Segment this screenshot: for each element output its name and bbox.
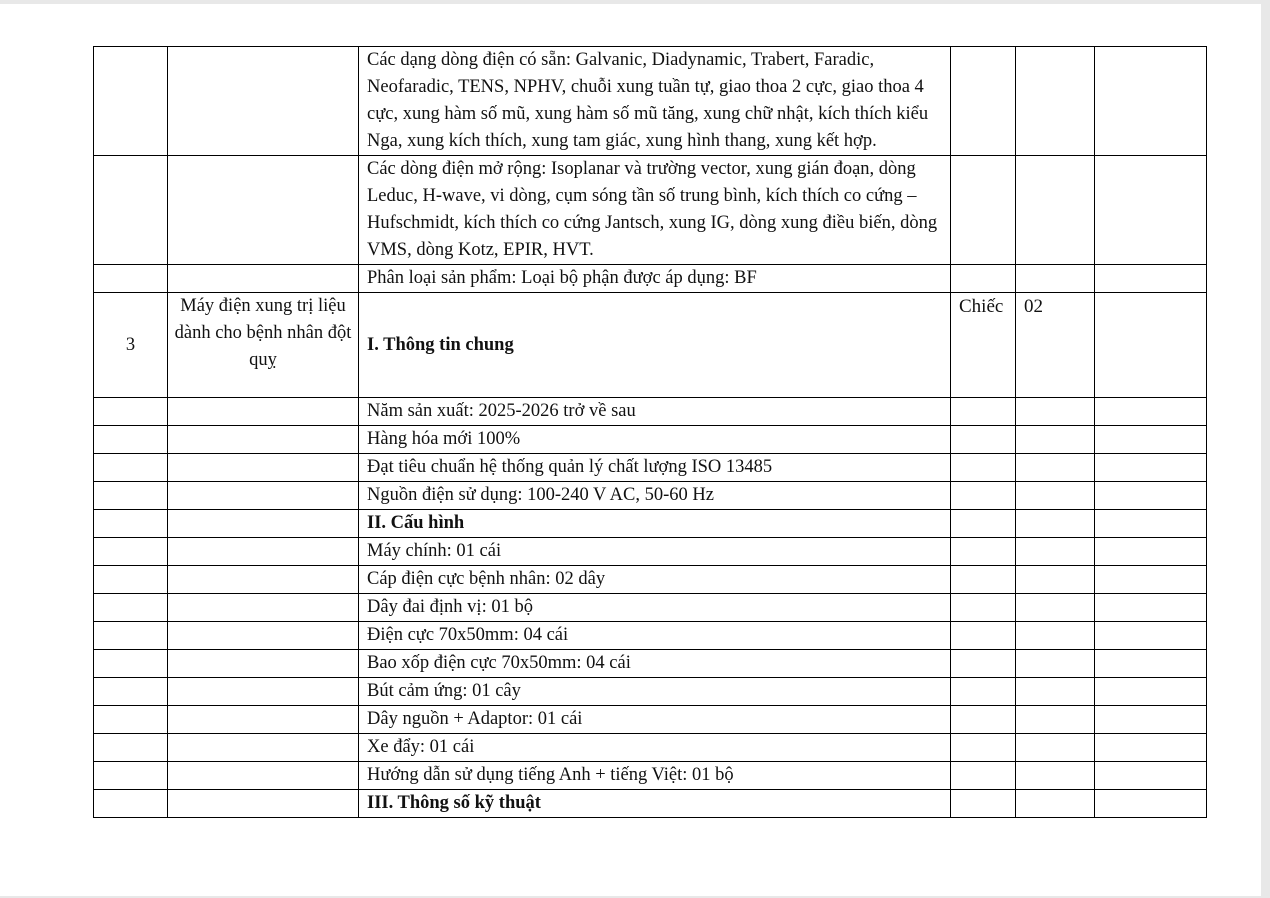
name-cell xyxy=(168,426,359,454)
unit-cell xyxy=(951,156,1016,265)
name-cell xyxy=(168,762,359,790)
description-cell: Các dòng điện mở rộng: Isoplanar và trường vector, xung gián đoạn, dòng Leduc, H-wave, vi dòng, cụm sóng tần số trung bình, kích thích co cứng – Hufschmidt, kích thích co cứng Jantsch, xung IG, dòng xung điều biến, dòng VMS, dòng Kotz, EPIR, HVT. xyxy=(359,156,951,265)
note-cell xyxy=(1095,156,1207,265)
stt-cell xyxy=(94,622,168,650)
stt-cell xyxy=(94,678,168,706)
stt-cell xyxy=(94,566,168,594)
section-heading: III. Thông số kỹ thuật xyxy=(359,790,951,818)
stt-cell xyxy=(94,398,168,426)
description-cell: Hướng dẫn sử dụng tiếng Anh + tiếng Việt: 01 bộ xyxy=(359,762,951,790)
note-cell xyxy=(1095,734,1207,762)
table-row xyxy=(94,650,1207,678)
stt-cell xyxy=(94,650,168,678)
name-cell xyxy=(168,454,359,482)
stt-cell xyxy=(94,47,168,156)
qty-cell xyxy=(1016,594,1095,622)
unit-cell xyxy=(951,594,1016,622)
unit-cell xyxy=(951,734,1016,762)
stt-cell xyxy=(94,265,168,293)
note-cell xyxy=(1095,398,1207,426)
qty-cell xyxy=(1016,678,1095,706)
note-cell xyxy=(1095,426,1207,454)
qty-cell xyxy=(1016,482,1095,510)
table-row xyxy=(94,398,1207,426)
name-cell xyxy=(168,650,359,678)
qty-cell xyxy=(1016,650,1095,678)
stt-cell xyxy=(94,426,168,454)
description-cell: Điện cực 70x50mm: 04 cái xyxy=(359,622,951,650)
qty-cell xyxy=(1016,538,1095,566)
name-cell xyxy=(168,510,359,538)
unit-cell xyxy=(951,790,1016,818)
description-cell: Bút cảm ứng: 01 cây xyxy=(359,678,951,706)
stt-cell xyxy=(94,706,168,734)
table-row xyxy=(94,265,1207,293)
qty-cell xyxy=(1016,790,1095,818)
table-body xyxy=(94,47,1207,818)
note-cell xyxy=(1095,265,1207,293)
name-cell xyxy=(168,734,359,762)
qty-cell xyxy=(1016,566,1095,594)
product-name-cell: Máy điện xung trị liệu dành cho bệnh nhân đột quỵ xyxy=(168,293,359,398)
description-cell: Các dạng dòng điện có sẵn: Galvanic, Diadynamic, Trabert, Faradic, Neofaradic, TENS, NPHV, chuỗi xung tuần tự, giao thoa 2 cực, giao thoa 4 cực, xung hàm số mũ, xung hàm số mũ tăng, xung chữ nhật, kích thích kiểu Nga, xung kích thích, xung tam giác, xung hình thang, xung kết hợp. xyxy=(359,47,951,156)
note-cell xyxy=(1095,566,1207,594)
qty-cell xyxy=(1016,156,1095,265)
table-row xyxy=(94,510,1207,538)
name-cell xyxy=(168,678,359,706)
note-cell xyxy=(1095,47,1207,156)
unit-cell xyxy=(951,482,1016,510)
unit-cell xyxy=(951,678,1016,706)
unit-cell xyxy=(951,454,1016,482)
note-cell xyxy=(1095,538,1207,566)
note-cell xyxy=(1095,706,1207,734)
table-row xyxy=(94,762,1207,790)
table-row xyxy=(94,454,1207,482)
table-row xyxy=(94,47,1207,156)
unit-cell xyxy=(951,706,1016,734)
description-cell: Cáp điện cực bệnh nhân: 02 dây xyxy=(359,566,951,594)
section-heading: I. Thông tin chung xyxy=(359,293,951,398)
description-cell: Bao xốp điện cực 70x50mm: 04 cái xyxy=(359,650,951,678)
stt-cell xyxy=(94,538,168,566)
stt-cell xyxy=(94,482,168,510)
description-cell: Máy chính: 01 cái xyxy=(359,538,951,566)
name-cell xyxy=(168,47,359,156)
note-cell xyxy=(1095,622,1207,650)
table-row xyxy=(94,734,1207,762)
document-page xyxy=(0,4,1261,896)
qty-cell xyxy=(1016,265,1095,293)
unit-cell xyxy=(951,566,1016,594)
unit-cell xyxy=(951,510,1016,538)
description-cell: Nguồn điện sử dụng: 100-240 V AC, 50-60 Hz xyxy=(359,482,951,510)
note-cell xyxy=(1095,678,1207,706)
qty-cell: 02 xyxy=(1016,293,1095,398)
note-cell xyxy=(1095,510,1207,538)
note-cell xyxy=(1095,790,1207,818)
table-row xyxy=(94,622,1207,650)
stt-cell xyxy=(94,734,168,762)
table-row xyxy=(94,538,1207,566)
description-cell: Hàng hóa mới 100% xyxy=(359,426,951,454)
name-cell xyxy=(168,265,359,293)
name-cell xyxy=(168,594,359,622)
note-cell xyxy=(1095,454,1207,482)
stt-cell xyxy=(94,454,168,482)
table-row xyxy=(94,678,1207,706)
name-cell xyxy=(168,622,359,650)
stt-cell: 3 xyxy=(94,293,168,398)
item-row xyxy=(94,293,1207,398)
note-cell xyxy=(1095,762,1207,790)
unit-cell xyxy=(951,762,1016,790)
stt-cell xyxy=(94,790,168,818)
qty-cell xyxy=(1016,510,1095,538)
qty-cell xyxy=(1016,398,1095,426)
qty-cell xyxy=(1016,47,1095,156)
description-cell: Dây nguồn + Adaptor: 01 cái xyxy=(359,706,951,734)
name-cell xyxy=(168,706,359,734)
qty-cell xyxy=(1016,762,1095,790)
table-row xyxy=(94,706,1207,734)
unit-cell xyxy=(951,538,1016,566)
qty-cell xyxy=(1016,454,1095,482)
table-row xyxy=(94,566,1207,594)
name-cell xyxy=(168,566,359,594)
table-row xyxy=(94,156,1207,265)
specification-table xyxy=(93,46,1207,818)
stt-cell xyxy=(94,762,168,790)
name-cell xyxy=(168,538,359,566)
unit-cell xyxy=(951,622,1016,650)
note-cell xyxy=(1095,482,1207,510)
description-cell: Đạt tiêu chuẩn hệ thống quản lý chất lượng ISO 13485 xyxy=(359,454,951,482)
qty-cell xyxy=(1016,706,1095,734)
table-row xyxy=(94,594,1207,622)
unit-cell: Chiếc xyxy=(951,293,1016,398)
stt-cell xyxy=(94,510,168,538)
name-cell xyxy=(168,156,359,265)
table-row xyxy=(94,482,1207,510)
section-heading: II. Cấu hình xyxy=(359,510,951,538)
unit-cell xyxy=(951,398,1016,426)
unit-cell xyxy=(951,265,1016,293)
unit-cell xyxy=(951,650,1016,678)
table-row xyxy=(94,790,1207,818)
unit-cell xyxy=(951,47,1016,156)
stt-cell xyxy=(94,156,168,265)
name-cell xyxy=(168,482,359,510)
note-cell xyxy=(1095,594,1207,622)
name-cell xyxy=(168,790,359,818)
description-cell: Phân loại sản phẩm: Loại bộ phận được áp dụng: BF xyxy=(359,265,951,293)
description-cell: Dây đai định vị: 01 bộ xyxy=(359,594,951,622)
name-cell xyxy=(168,398,359,426)
description-cell: Năm sản xuất: 2025-2026 trở về sau xyxy=(359,398,951,426)
description-cell: Xe đẩy: 01 cái xyxy=(359,734,951,762)
qty-cell xyxy=(1016,734,1095,762)
stt-cell xyxy=(94,594,168,622)
qty-cell xyxy=(1016,622,1095,650)
qty-cell xyxy=(1016,426,1095,454)
note-cell xyxy=(1095,650,1207,678)
note-cell xyxy=(1095,293,1207,398)
table-row xyxy=(94,426,1207,454)
unit-cell xyxy=(951,426,1016,454)
